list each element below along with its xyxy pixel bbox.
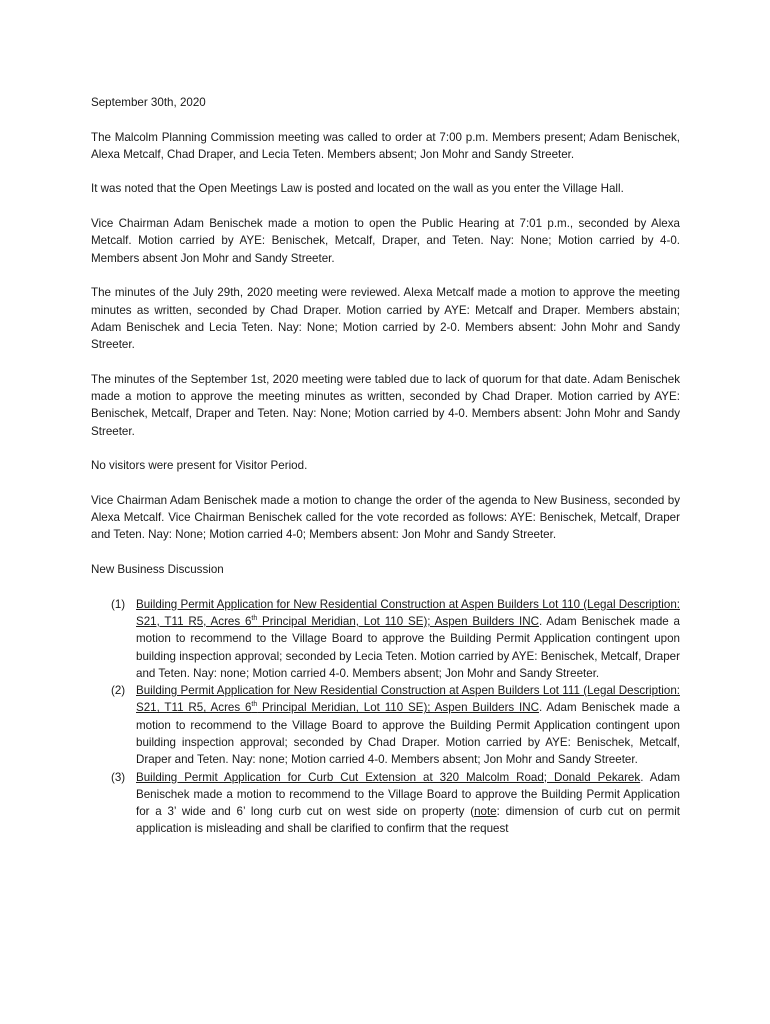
list-item [91, 682, 680, 768]
section-heading: New Business Discussion [91, 563, 224, 577]
july-minutes-paragraph: The minutes of the July 29th, 2020 meeting were reviewed. Alexa Metcalf made a motion to approve the meeting minutes as written, seconded by Chad Draper. Motion carried by AYE: Metcalf and Draper. Members abstain; Adam Benischek and Lecia Teten. Nay: None; Motion carried by 2-0. Members absent: John Mohr and Sandy Streeter. [91, 286, 680, 352]
call-to-order-paragraph: The Malcolm Planning Commission meeting was called to order at 7:00 p.m. Members present; Adam Benischek, Alexa Metcalf, Chad Draper, and Lecia Teten. Members absent; Jon Mohr and Sandy Streeter. [91, 130, 680, 161]
visitor-period-paragraph: No visitors were present for Visitor Period. [91, 459, 308, 473]
open-meetings-paragraph: It was noted that the Open Meetings Law is posted and located on the wall as you enter the Village Hall. [91, 182, 624, 196]
note-label: note [474, 805, 497, 819]
item-title: Building Permit Application for New Residential Construction at Aspen Builders Lot 111 (Legal Description: S21, T11 R5, Acres 6th Principal Meridian, Lot 110 SE); Aspen Builders INC [136, 684, 680, 715]
new-business-list [91, 596, 680, 838]
item-number: (1) [111, 597, 126, 611]
list-item [91, 596, 680, 682]
item-body: . Adam Benischek made a motion to recommend to the Village Board to approve the Building Permit Application contingent upon building inspection approval; seconded by Lecia Teten. Motion carried by AYE: Benischek, Metcalf, Draper and Teten. Nay: none; Motion carried 4-0. Members absent; Jon Mohr and Sandy Streeter. [136, 614, 680, 680]
item-body: . Adam Benischek made a motion to recommend to the Village Board to approve the Building Permit Application contingent upon building inspection approval; seconded by Chad Draper. Motion carried by AYE: Benischek, Metcalf, Draper and Teten. Nay: none; Motion carried 4-0. Members absent; Jon Mohr and Sandy Streeter. [136, 701, 680, 767]
item-body: . Adam Benischek made a motion to recommend to the Village Board to approve the Building Permit Application for a 3’ wide and 6’ long curb cut on west side on property (note: dimension of curb cut on permit application is misleading and shall be clarified to confirm that the request [136, 770, 681, 836]
minutes-body [91, 94, 680, 838]
item-title: Building Permit Application for Curb Cut Extension at 320 Malcolm Road; Donald Pekarek [136, 770, 641, 784]
meeting-date: September 30th, 2020 [91, 96, 206, 109]
item-number: (3) [111, 770, 126, 784]
item-title: Building Permit Application for New Residential Construction at Aspen Builders Lot 110 (Legal Description: S21, T11 R5, Acres 6th Principal Meridian, Lot 110 SE); Aspen Builders INC [136, 597, 680, 628]
list-item [91, 769, 680, 838]
september-minutes-paragraph: The minutes of the September 1st, 2020 meeting were tabled due to lack of quorum for that date. Adam Benischek made a motion to approve the meeting minutes as written, seconded by Chad Draper. Motion carried by AYE: Benischek, Metcalf, Draper and Teten. Nay: None; Motion carried by 4-0. Members absent: John Mohr and Sandy Streeter. [91, 372, 680, 438]
agenda-order-paragraph: Vice Chairman Adam Benischek made a motion to change the order of the agenda to New Business, seconded by Alexa Metcalf. Vice Chairman Benischek called for the vote recorded as follows: AYE: Benischek, Metcalf, Draper and Teten. Nay: None; Motion carried 4-0; Members absent: Jon Mohr and Sandy Streeter. [91, 493, 680, 542]
public-hearing-paragraph: Vice Chairman Adam Benischek made a motion to open the Public Hearing at 7:01 p.m., seconded by Alexa Metcalf. Motion carried by AYE: Benischek, Metcalf, Draper, and Teten. Nay: None; Motion carried by 4-0. Members absent Jon Mohr and Sandy Streeter. [91, 217, 680, 265]
item-number: (2) [111, 684, 126, 698]
